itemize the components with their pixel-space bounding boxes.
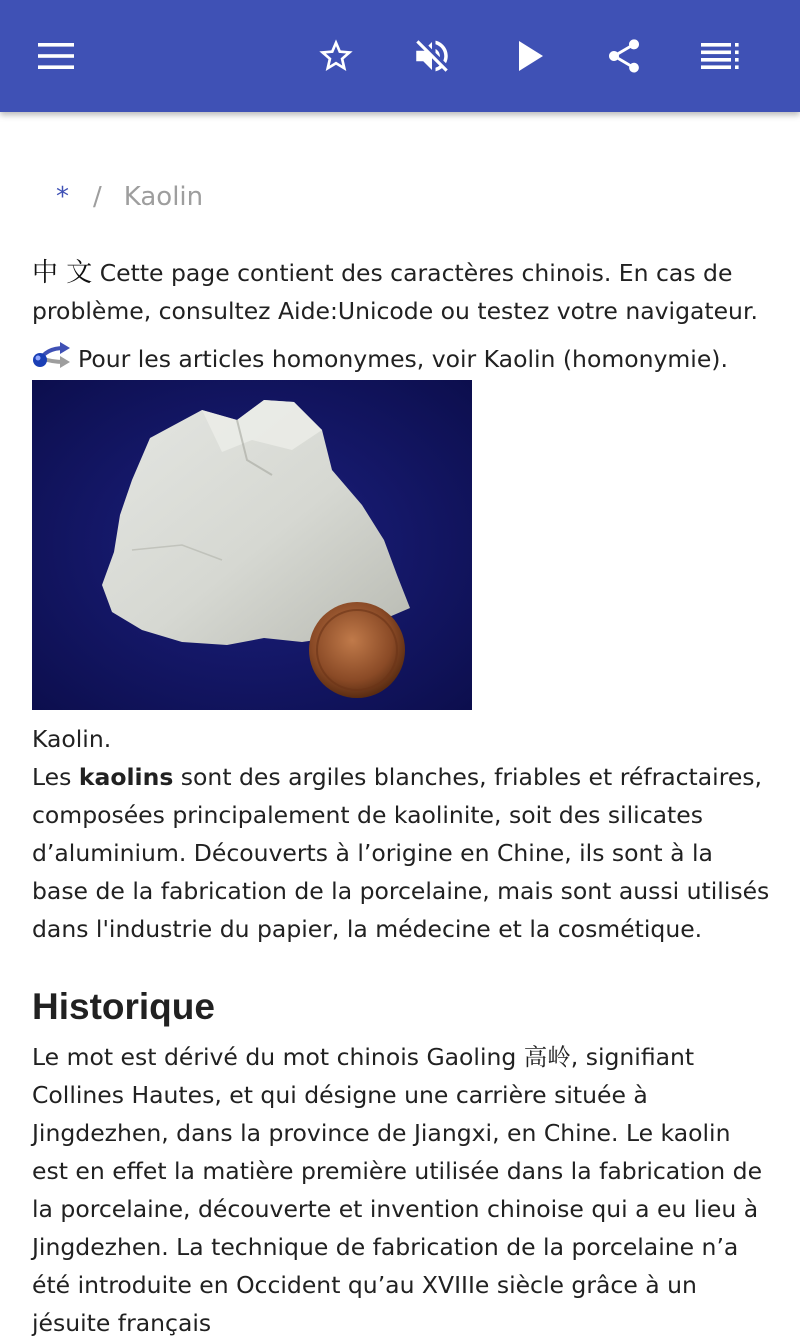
figure-caption: Kaolin. [32, 725, 112, 753]
breadcrumb-separator: / [93, 182, 102, 212]
intro-text: sont des argiles blanches, friables et réfractaires, composées principalement de kaolinite, soit des silicates d’aluminium. Découverts à l’origine en Chine, ils sont à la base de la fabrication de la porcelaine, mais sont aussi utilisés dans l'industrie du papier, la médecine et la cosmétique. [32, 763, 770, 943]
share-icon [604, 36, 644, 76]
kaolin-photo[interactable] [32, 380, 472, 710]
hamburger-menu-icon [38, 43, 74, 69]
app-toolbar [0, 0, 800, 112]
chinese-notice-text: Cette page contient des caractères chinois. En cas de problème, consultez Aide:Unicode ou testez votre navigateur. [32, 259, 758, 325]
mute-button[interactable] [404, 28, 460, 84]
play-button[interactable] [502, 28, 558, 84]
play-icon [517, 41, 543, 71]
contents-button[interactable] [692, 28, 748, 84]
star-outline-icon [316, 36, 356, 76]
history-paragraph: Le mot est dérivé du mot chinois Gaoling 高岭, signifiant Collines Hautes, et qui désigne une carrière située à Jingdezhen, dans la province de Jiangxi, en Chine. Le kaolin est en effet la matière première utilisée dans la fabrication de la porcelaine, découverte et invention chinoise qui a eu lieu à Jingdezhen. La technique de fabrication de la porcelaine n’a été introduite en Occident qu’au XVIIIe siècle grâce à un jésuite français [32, 1043, 763, 1337]
homonym-notice [32, 340, 772, 381]
volume-off-icon [411, 35, 453, 77]
breadcrumb-home-link[interactable]: * [56, 182, 69, 212]
intro-prefix: Les [32, 763, 79, 791]
intro-paragraph [32, 758, 772, 948]
menu-button[interactable] [28, 28, 84, 84]
favorite-button[interactable] [308, 28, 364, 84]
share-button[interactable] [596, 28, 652, 84]
table-of-contents-icon [701, 43, 739, 69]
disambiguation-icon [32, 340, 72, 381]
section-heading-historique: Historique [32, 986, 215, 1027]
homonym-notice-text[interactable]: Pour les articles homonymes, voir Kaolin (homonymie). [78, 345, 728, 373]
intro-bold-term: kaolins [78, 763, 174, 791]
chinese-characters-notice [32, 254, 772, 330]
breadcrumb-current: Kaolin [123, 182, 204, 212]
chinese-characters-glyphs: 中 文 [32, 258, 93, 288]
breadcrumb [56, 182, 203, 212]
